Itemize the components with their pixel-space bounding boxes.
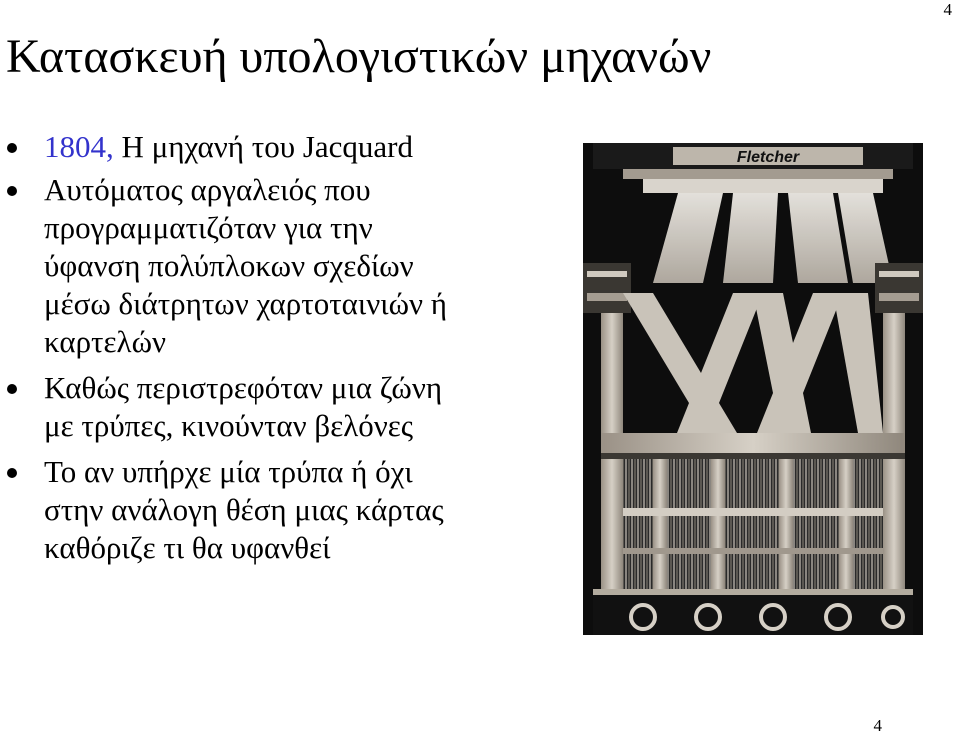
brand-label: Fletcher xyxy=(736,149,800,166)
bullet-dot-icon xyxy=(7,143,17,153)
bullet-item-holes xyxy=(0,453,540,567)
bullet-line xyxy=(44,128,540,166)
bullet-line: καθόριζε τι θα υφανθεί xyxy=(44,530,331,565)
bullet-line: προγραμματιζόταν για την xyxy=(44,210,373,245)
jacquard-loom-photo xyxy=(583,143,923,635)
bullet-line: Καθώς περιστρεφόταν μια ζώνη xyxy=(44,370,443,405)
bullet-item-jacquard xyxy=(0,128,540,166)
bullet-line: καρτελών xyxy=(44,324,166,359)
loom-base xyxy=(593,589,913,635)
bullet-dot-icon xyxy=(7,384,17,394)
page-number-bottom: 4 xyxy=(873,716,882,735)
bullet-dot-icon xyxy=(7,186,17,196)
bullet-line: ύφανση πολύπλοκων σχεδίων xyxy=(44,248,414,283)
bullet-line: με τρύπες, κινούνταν βελόνες xyxy=(44,408,414,443)
lower-heddles xyxy=(623,459,883,589)
page-number-top: 4 xyxy=(943,0,952,19)
bullet-line: μέσω διάτρητων χαρτοταινιών ή xyxy=(44,286,447,321)
bullet-line: Το αν υπήρχε μία τρύπα ή όχι xyxy=(44,454,413,489)
bullet-line: στην ανάλογη θέση μιας κάρτας xyxy=(44,492,444,527)
upper-threads xyxy=(653,193,893,283)
slide-title: Κατασκευή υπολογιστικών μηχανών xyxy=(6,30,712,83)
bullet-line: Αυτόματος αργαλειός που xyxy=(44,172,371,207)
bullet-text: Η μηχανή του Jacquard xyxy=(121,129,413,164)
year-label: 1804, xyxy=(44,129,114,164)
bullet-dot-icon xyxy=(7,468,17,478)
bullet-list xyxy=(0,128,540,567)
bullet-item-loom xyxy=(0,171,540,361)
middle-crossbeam xyxy=(601,433,905,459)
bullet-item-belt xyxy=(0,369,540,445)
